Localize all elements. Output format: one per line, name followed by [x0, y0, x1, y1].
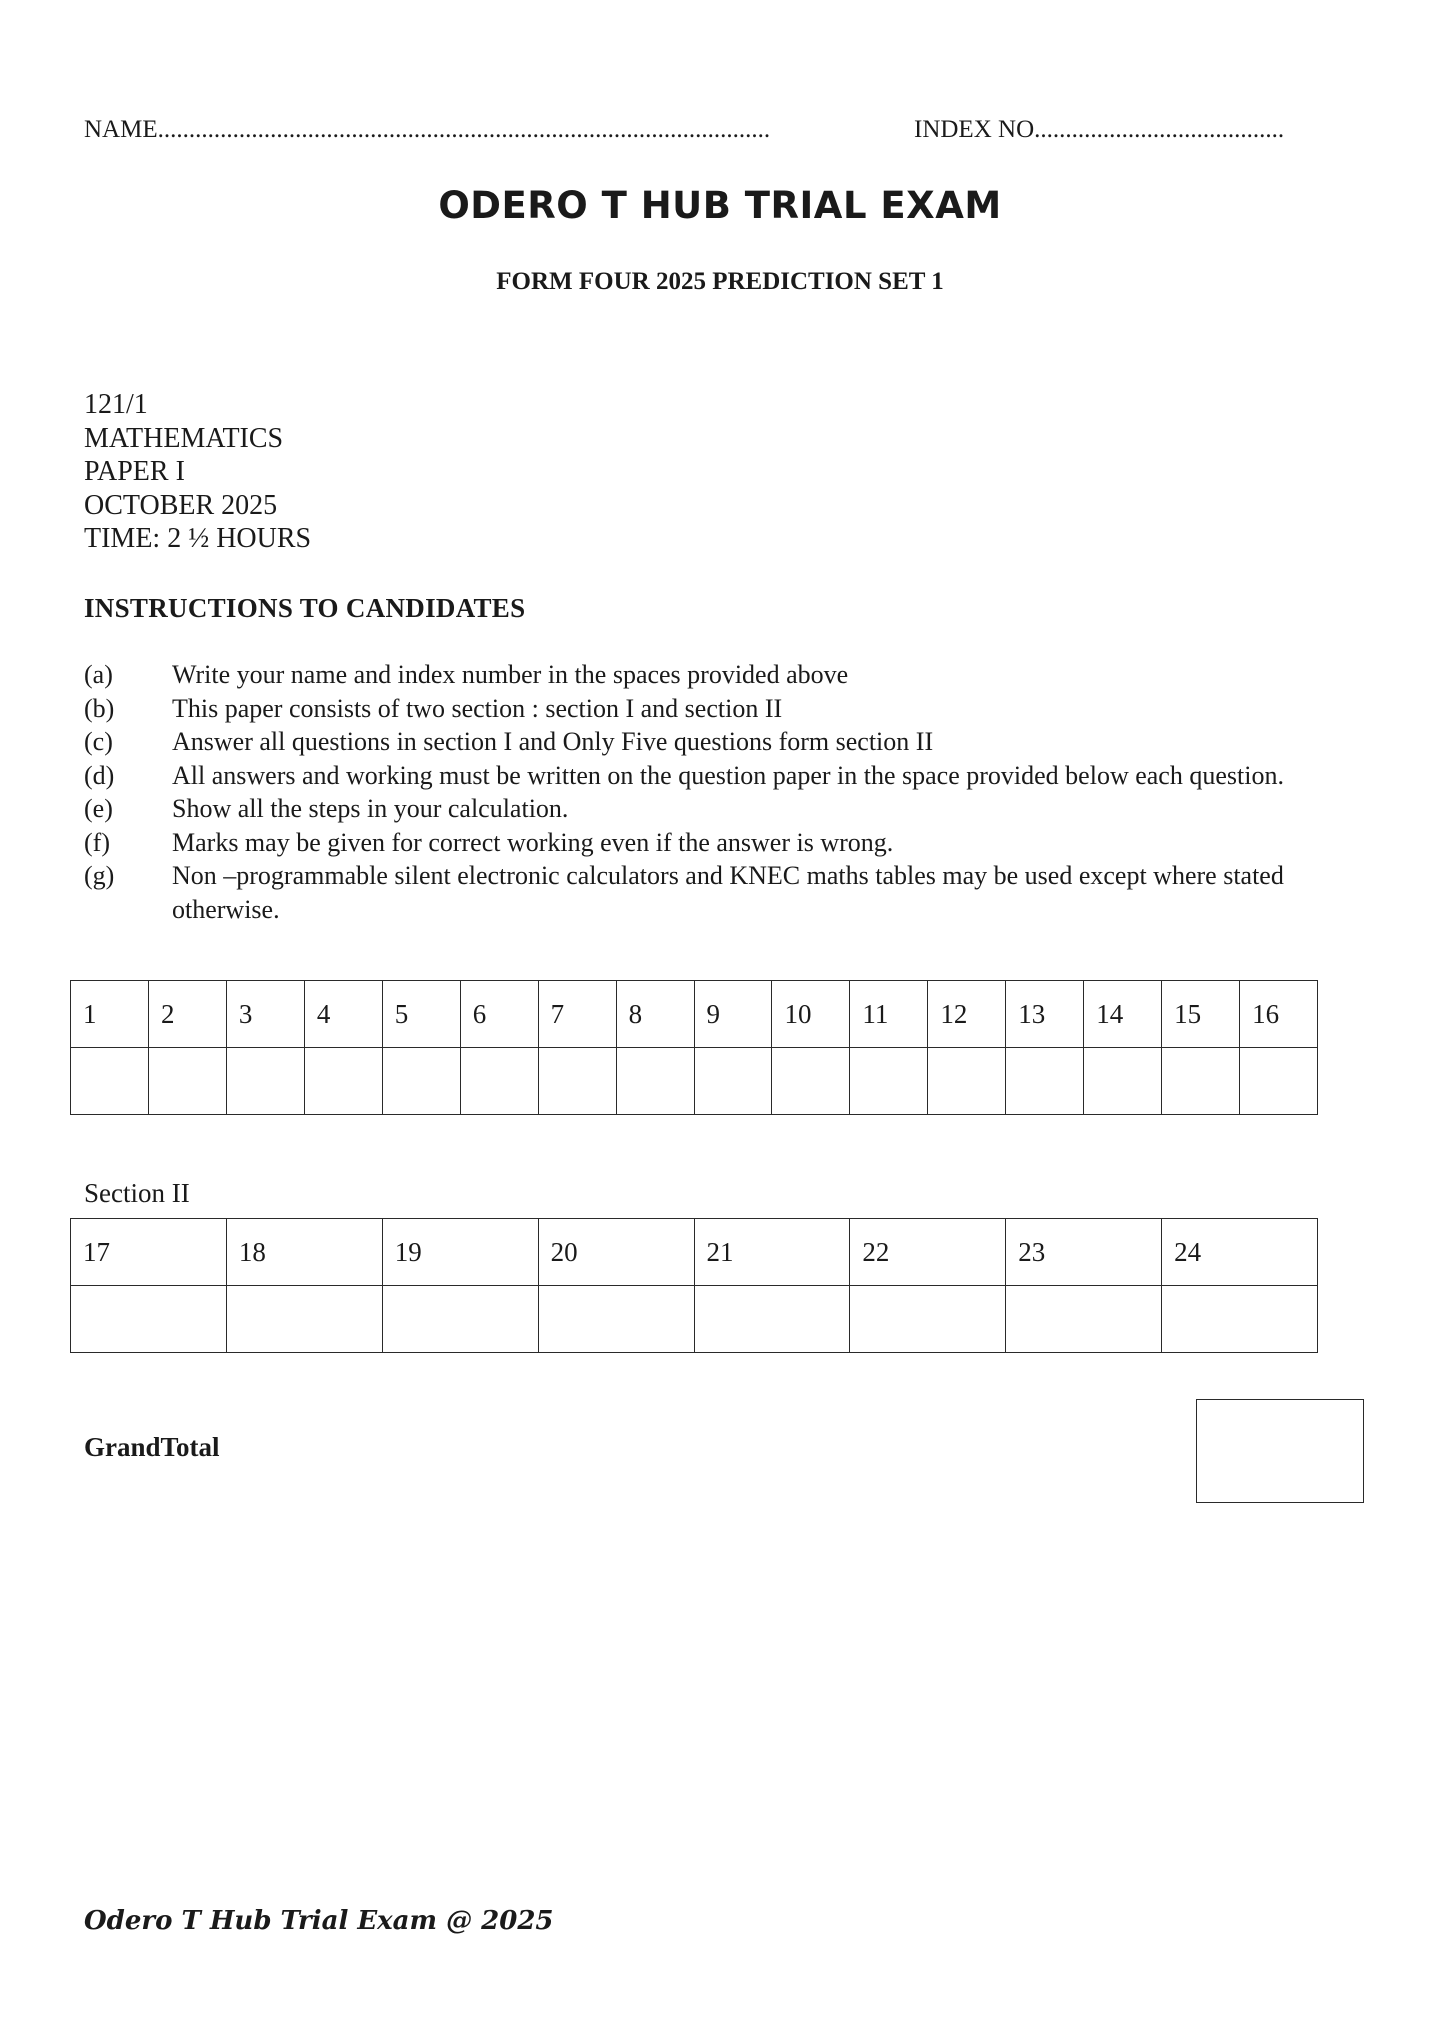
question-number: 14	[1084, 981, 1162, 1048]
score-cell[interactable]	[538, 1048, 616, 1115]
instruction-letter: (b)	[84, 693, 115, 723]
question-number: 24	[1162, 1219, 1318, 1286]
paper-date: OCTOBER 2025	[84, 489, 278, 521]
candidate-header	[84, 116, 1350, 150]
score-cell[interactable]	[694, 1048, 772, 1115]
footer-copyright: Odero T Hub Trial Exam @ 2025	[84, 1906, 554, 1936]
score-cell[interactable]	[71, 1048, 149, 1115]
score-cell[interactable]	[1162, 1048, 1240, 1115]
instruction-item	[84, 725, 1354, 759]
instruction-item	[84, 792, 1354, 826]
question-number: 17	[71, 1219, 227, 1286]
score-cell[interactable]	[1162, 1286, 1318, 1353]
question-number-row	[71, 981, 1318, 1048]
score-cell[interactable]	[226, 1286, 382, 1353]
question-number: 1	[71, 981, 149, 1048]
score-cell[interactable]	[694, 1286, 850, 1353]
instruction-item	[84, 759, 1354, 793]
question-number: 12	[928, 981, 1006, 1048]
instruction-text: Non –programmable silent electronic calculators and KNEC maths tables may be used except where stated otherwise.	[172, 861, 1284, 924]
score-cell[interactable]	[850, 1048, 928, 1115]
instruction-text: All answers and working must be written on the question paper in the space provided below each question.	[172, 760, 1284, 790]
instruction-letter: (a)	[84, 660, 113, 689]
section2-label: Section II	[84, 1178, 190, 1208]
instruction-item	[84, 658, 1354, 692]
instruction-text: Marks may be given for correct working even if the answer is wrong.	[172, 827, 894, 857]
score-cell[interactable]	[928, 1048, 1006, 1115]
question-number: 2	[148, 981, 226, 1048]
question-number: 5	[382, 981, 460, 1048]
score-cell[interactable]	[1006, 1048, 1084, 1115]
score-cell[interactable]	[1240, 1048, 1318, 1115]
question-number: 21	[694, 1219, 850, 1286]
instruction-letter: (f)	[84, 827, 110, 857]
score-cell[interactable]	[538, 1286, 694, 1353]
question-number: 11	[850, 981, 928, 1048]
question-number: 10	[772, 981, 850, 1048]
grand-total-label: GrandTotal	[84, 1432, 220, 1462]
score-cell[interactable]	[616, 1048, 694, 1115]
question-number: 8	[616, 981, 694, 1048]
instruction-item	[84, 859, 1354, 926]
score-cell[interactable]	[1006, 1286, 1162, 1353]
question-number: 6	[460, 981, 538, 1048]
instruction-letter: (c)	[84, 727, 113, 756]
question-number-row	[71, 1219, 1318, 1286]
instruction-letter: (d)	[84, 760, 115, 790]
score-cell[interactable]	[148, 1048, 226, 1115]
name-field[interactable]: NAME..................................................................................................	[84, 116, 771, 143]
score-cell[interactable]	[226, 1048, 304, 1115]
question-number: 20	[538, 1219, 694, 1286]
question-number: 4	[304, 981, 382, 1048]
question-number: 7	[538, 981, 616, 1048]
score-cell[interactable]	[772, 1048, 850, 1115]
instruction-letter: (g)	[84, 861, 115, 890]
section2-score-table	[70, 1218, 1318, 1353]
instruction-text: This paper consists of two section : section I and section II	[172, 693, 783, 723]
score-cell[interactable]	[1084, 1048, 1162, 1115]
score-cell[interactable]	[304, 1048, 382, 1115]
instruction-text: Answer all questions in section I and Only Five questions form section II	[172, 727, 934, 756]
question-number: 19	[382, 1219, 538, 1286]
question-number: 23	[1006, 1219, 1162, 1286]
score-cell[interactable]	[382, 1286, 538, 1353]
section1-score-table	[70, 980, 1318, 1115]
question-number: 3	[226, 981, 304, 1048]
paper-number: PAPER I	[84, 456, 185, 487]
exam-subtitle: FORM FOUR 2025 PREDICTION SET 1	[496, 268, 944, 295]
paper-time: TIME: 2 ½ HOURS	[84, 523, 312, 554]
instruction-item	[84, 826, 1354, 860]
score-cell[interactable]	[71, 1286, 227, 1353]
paper-subject: MATHEMATICS	[84, 422, 284, 454]
instruction-item	[84, 692, 1354, 726]
instructions-list	[84, 658, 1354, 926]
grand-total-box[interactable]	[1196, 1399, 1364, 1503]
question-number: 13	[1006, 981, 1084, 1048]
instruction-text: Show all the steps in your calculation.	[172, 794, 569, 823]
question-number: 22	[850, 1219, 1006, 1286]
score-row	[71, 1048, 1318, 1115]
question-number: 16	[1240, 981, 1318, 1048]
question-number: 15	[1162, 981, 1240, 1048]
index-number-field[interactable]: INDEX NO........................................	[914, 116, 1285, 143]
score-cell[interactable]	[382, 1048, 460, 1115]
score-cell[interactable]	[850, 1286, 1006, 1353]
score-row	[71, 1286, 1318, 1353]
instruction-letter: (e)	[84, 794, 113, 823]
score-cell[interactable]	[460, 1048, 538, 1115]
instruction-text: Write your name and index number in the spaces provided above	[172, 660, 849, 689]
instructions-heading: INSTRUCTIONS TO CANDIDATES	[84, 593, 526, 623]
paper-info	[84, 388, 311, 556]
question-number: 9	[694, 981, 772, 1048]
question-number: 18	[226, 1219, 382, 1286]
exam-title: ODERO T HUB TRIAL EXAM	[438, 184, 1002, 227]
paper-code: 121/1	[84, 389, 148, 420]
